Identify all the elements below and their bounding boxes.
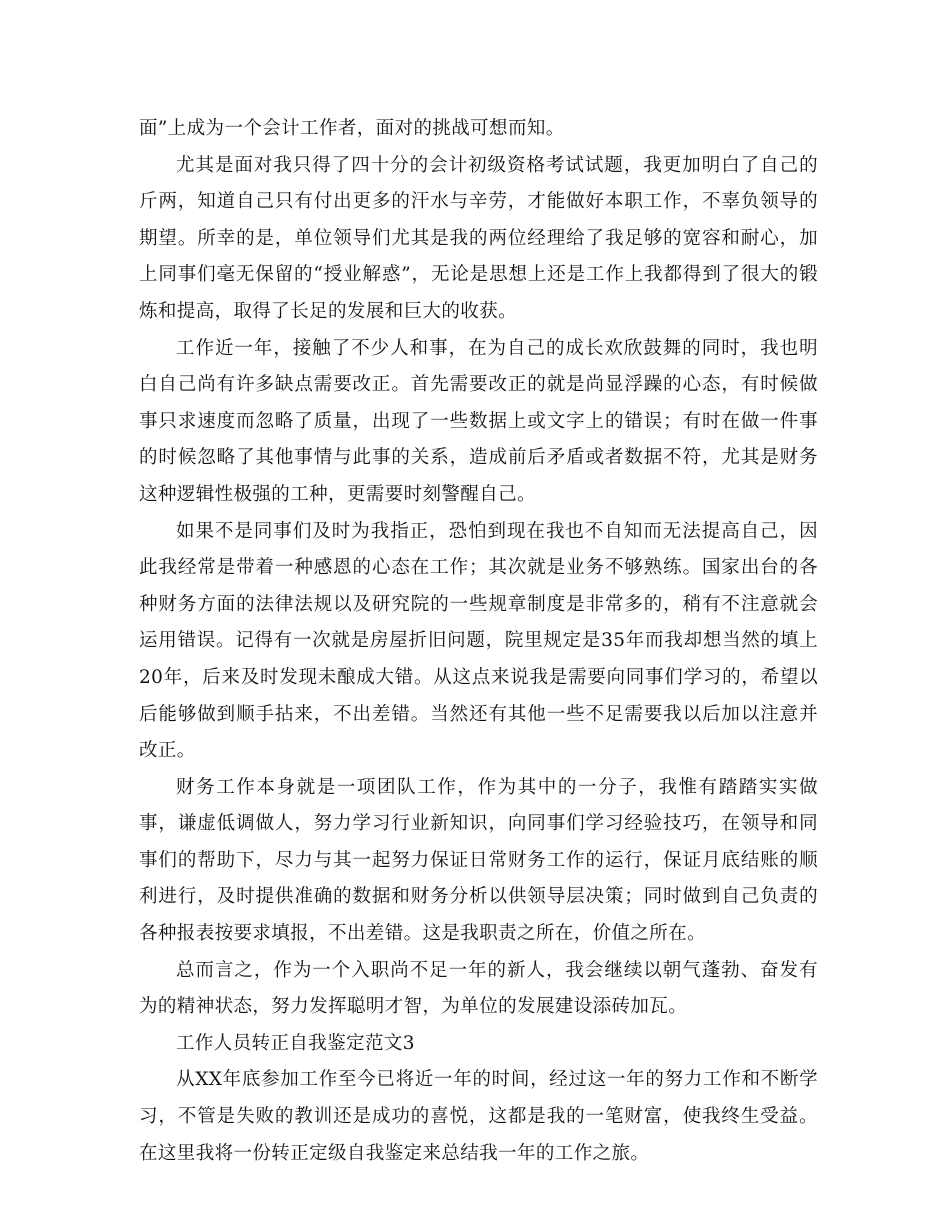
paragraph-conclusion: 总而言之，作为一个入职尚不足一年的新人，我会继续以朝气蓬勃、奋发有为的精神状态，努力发挥聪明才智，为单位的发展建设添砖加瓦。	[139, 959, 818, 1018]
paragraph-continuation: 面”上成为一个会计工作者，面对的挑战可想而知。	[139, 118, 565, 139]
section-heading: 工作人员转正自我鉴定范文3	[176, 1032, 415, 1054]
paragraph-new-section-intro: 从XX年底参加工作至今已将近一年的时间，经过这一年的努力工作和不断学习，不管是失败的教训还是成功的喜悦，这都是我的一笔财富，使我终生受益。在这里我将一份转正定级自我鉴定来总结我一年的工作之旅。	[139, 1069, 818, 1164]
paragraph-shortcomings: 工作近一年，接触了不少人和事，在为自己的成长欢欣鼓舞的同时，我也明白自己尚有许多缺点需要改正。首先需要改正的就是尚显浮躁的心态，有时候做事只求速度而忽略了质量，出现了一些数据上或文字上的错误；有时在做一件事的时候忽略了其他事情与此事的关系，造成前后矛盾或者数据不符，尤其是财务这种逻辑性极强的工种，更需要时刻警醒自己。	[139, 337, 818, 505]
paragraph-gratitude-and-skills: 如果不是同事们及时为我指正，恐怕到现在我也不自知而无法提高自己，因此我经常是带着一种感恩的心态在工作；其次就是业务不够熟练。国家出台的各种财务方面的法律法规以及研究院的一些规章制度是非常多的，稍有不注意就会运用错误。记得有一次就是房屋折旧问题，院里规定是35年而我却想当然的填上20年，后来及时发现未酿成大错。从这点来说我是需要向同事们学习的，希望以后能够做到顺手拈来，不出差错。当然还有其他一些不足需要我以后加以注意并改正。	[139, 520, 818, 762]
paragraph-exam-reflection: 尤其是面对我只得了四十分的会计初级资格考试试题，我更加明白了自己的斤两，知道自己只有付出更多的汗水与辛劳，才能做好本职工作，不辜负领导的期望。所幸的是，单位领导们尤其是我的两位经理给了我足够的宽容和耐心，加上同事们毫无保留的“授业解惑”，无论是思想上还是工作上我都得到了很大的锻炼和提高，取得了长足的发展和巨大的收获。	[139, 154, 818, 322]
paragraph-teamwork: 财务工作本身就是一项团队工作，作为其中的一分子，我惟有踏踏实实做事，谦虚低调做人，努力学习行业新知识，向同事们学习经验技巧，在领导和同事们的帮助下，尽力与其一起努力保证日常财务工作的运行，保证月底结账的顺利进行，及时提供准确的数据和财务分析以供领导层决策；同时做到自己负责的各种报表按要求填报，不出差错。这是我职责之所在，价值之所在。	[139, 776, 818, 945]
